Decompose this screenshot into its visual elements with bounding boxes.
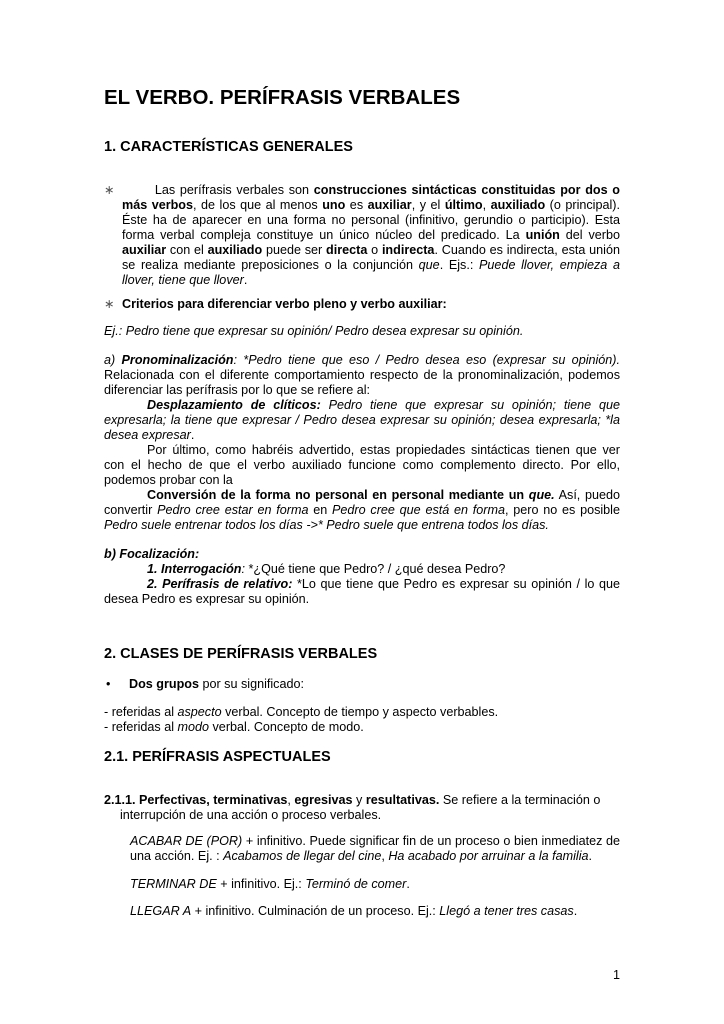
text-run: (o principal). Éste ha de aparecer en una forma no personal (infinitivo, gerundio o participio). Esta forma verbal compleja constituye un único núcleo del predicado. La [122, 198, 620, 242]
text-run: auxiliar [367, 198, 412, 212]
paragraph-terminar-de [130, 877, 620, 892]
section-heading-2-1: 2.1. PERÍFRASIS ASPECTUALES [104, 749, 331, 765]
text-run: + infinitivo. Ej.: [216, 877, 306, 891]
list-item-aspecto [104, 705, 620, 720]
text-run: Ej.: Pedro tiene que expresar su opinión/ Pedro desea expresar su opinión. [104, 324, 524, 338]
text-run: a) [104, 353, 122, 367]
text-run: Terminó de comer [305, 877, 407, 891]
text-run: , y el [411, 198, 445, 212]
text-run: TERMINAR DE [130, 877, 217, 891]
text-run: aspecto [177, 705, 222, 719]
text-run: , [287, 793, 295, 807]
text-run: : [241, 562, 249, 576]
dos-grupos-text [104, 677, 620, 692]
document-title: EL VERBO. PERÍFRASIS VERBALES [104, 86, 461, 109]
text-run: auxiliado [490, 198, 546, 212]
text-run: directa [326, 243, 368, 257]
text-run: Relacionada con el diferente comportamiento respecto de la pronominalización, podemos diferenciar las perífrasis por lo que se refiere al: [104, 368, 620, 397]
text-run: *¿Qué tiene que Pedro? / ¿qué desea Pedro? [248, 562, 506, 576]
text-run: , pero no es posible [504, 503, 620, 517]
text-run: . [190, 428, 195, 442]
criteria-heading [104, 297, 620, 312]
text-run: . [573, 904, 578, 918]
text-run: construcciones sintácticas constituidas por dos o más verbos [122, 183, 620, 212]
text-run: Pedro cree que está en forma [332, 503, 505, 517]
text-run: modo [177, 720, 210, 734]
paragraph-pronominalizacion [104, 353, 620, 398]
text-run: verbal. Concepto de modo. [209, 720, 364, 734]
text-run: indirecta [381, 243, 435, 257]
list-item-modo [104, 720, 620, 735]
text-run: Criterios para diferenciar verbo pleno y verbo auxiliar: [122, 297, 447, 311]
text-run: Por último, como habréis advertido, estas propiedades sintácticas tienen que ver con el hecho de que el verbo auxiliado funcione como complemento directo. Por ello, podemos probar con la [104, 443, 620, 487]
text-run: , de los que al menos [193, 198, 323, 212]
text-run: Dos grupos [129, 677, 199, 691]
text-run: es [345, 198, 368, 212]
text-run: Ha acabado por arruinar a la familia [388, 849, 589, 863]
paragraph-acabar-de [130, 834, 620, 864]
text-run: Pedro cree estar en forma [157, 503, 309, 517]
paragraph-conversion [104, 488, 620, 533]
text-run: LLEGAR A [130, 904, 192, 918]
text-run: ACABAR DE (POR) [130, 834, 243, 848]
text-run: . Ejs.: [439, 258, 480, 272]
text-run: o [367, 243, 382, 257]
document-page [104, 86, 620, 919]
text-run: Pronominalización [121, 353, 234, 367]
text-run: Pedro tiene que expresar su opinión; tiene que expresarla; la tiene que expresar / Pedro desea expresar su opinión; desea expresarla; *la desea expresar [104, 398, 621, 442]
text-run: Se refiere a la terminación o interrupción de una acción o proceso verbales. [120, 793, 601, 822]
example-line [104, 324, 620, 339]
text-run: + infinitivo. Puede significar fin de un proceso o bien inmediatez de una acción. Ej. : [130, 834, 620, 863]
text-run: Puede llover, empieza a llover, tiene que llover [122, 258, 620, 287]
text-run: uno [322, 198, 346, 212]
paragraph-desplazamiento [104, 398, 620, 443]
text-run: por su significado: [198, 677, 304, 691]
text-run: + infinitivo. Culminación de un proceso. Ej.: [191, 904, 440, 918]
asterisk-bullet-icon: ∗ [104, 297, 115, 311]
text-run: del verbo [559, 228, 620, 242]
text-run: resultativas. [365, 793, 440, 807]
intro-text [104, 183, 620, 288]
text-run: - referidas al [104, 705, 178, 719]
text-run: Desplazamiento de clíticos: [147, 398, 321, 412]
text-run: b) Focalización: [104, 547, 200, 561]
text-run: verbal. Concepto de tiempo y aspecto verbables. [221, 705, 499, 719]
page-number: 1 [613, 968, 621, 982]
paragraph-criteria [104, 297, 620, 312]
text-run: : *Pedro tiene que eso / Pedro desea eso (expresar su opinión). [233, 353, 620, 367]
text-run: que [418, 258, 440, 272]
text-run: . Cuando es indirecta, esta unión se realiza mediante preposiciones o la conjunción [122, 243, 620, 272]
paragraph-focalizacion [104, 547, 620, 562]
paragraph-por-ultimo [104, 443, 620, 488]
text-run: unión [525, 228, 560, 242]
text-run: Acabamos de llegar del cine [223, 849, 382, 863]
text-run: . [588, 849, 593, 863]
text-run: 2. Perífrasis de relativo: [147, 577, 293, 591]
text-run: último [444, 198, 483, 212]
text-run: auxiliado [207, 243, 263, 257]
text-run: puede ser [262, 243, 327, 257]
text-run: . [406, 877, 410, 891]
text-run: . [243, 273, 248, 287]
text-run: Llegó a tener tres casas [439, 904, 574, 918]
text-run: , [381, 849, 389, 863]
text-run: Las perífrasis verbales son [122, 183, 314, 197]
text-run: 2.1.1. Perfectivas, terminativas [104, 793, 288, 807]
text-run: con el [166, 243, 208, 257]
text-run: 1. Interrogación [147, 562, 242, 576]
text-run: egresivas [294, 793, 353, 807]
section-heading-2: 2. CLASES DE PERÍFRASIS VERBALES [104, 646, 378, 662]
asterisk-bullet-icon: ∗ [104, 183, 115, 197]
text-run: auxiliar [122, 243, 167, 257]
text-run: Pedro suele entrenar todos los días ->* Pedro suele que entrena todos los días. [104, 518, 549, 532]
text-run: Conversión de la forma no personal en personal mediante un [147, 488, 529, 502]
dot-bullet-icon: • [106, 677, 111, 691]
text-run: *Lo que tiene que Pedro es expresar su opinión / lo que desea Pedro es expresar su opinión. [104, 577, 620, 606]
text-run: - referidas al [104, 720, 178, 734]
text-run: , [482, 198, 491, 212]
paragraph-dos-grupos [104, 677, 620, 692]
text-run: Así, puedo convertir [104, 488, 620, 517]
paragraph-relativo [104, 577, 620, 607]
paragraph-llegar-a [130, 904, 620, 919]
text-run: que. [528, 488, 555, 502]
paragraph-interrogacion [104, 562, 620, 577]
text-run: y [352, 793, 366, 807]
text-run: en [308, 503, 333, 517]
paragraph-intro [104, 183, 620, 288]
paragraph-perfectivas [104, 793, 620, 823]
section-heading-1: 1. CARACTERÍSTICAS GENERALES [104, 139, 353, 155]
